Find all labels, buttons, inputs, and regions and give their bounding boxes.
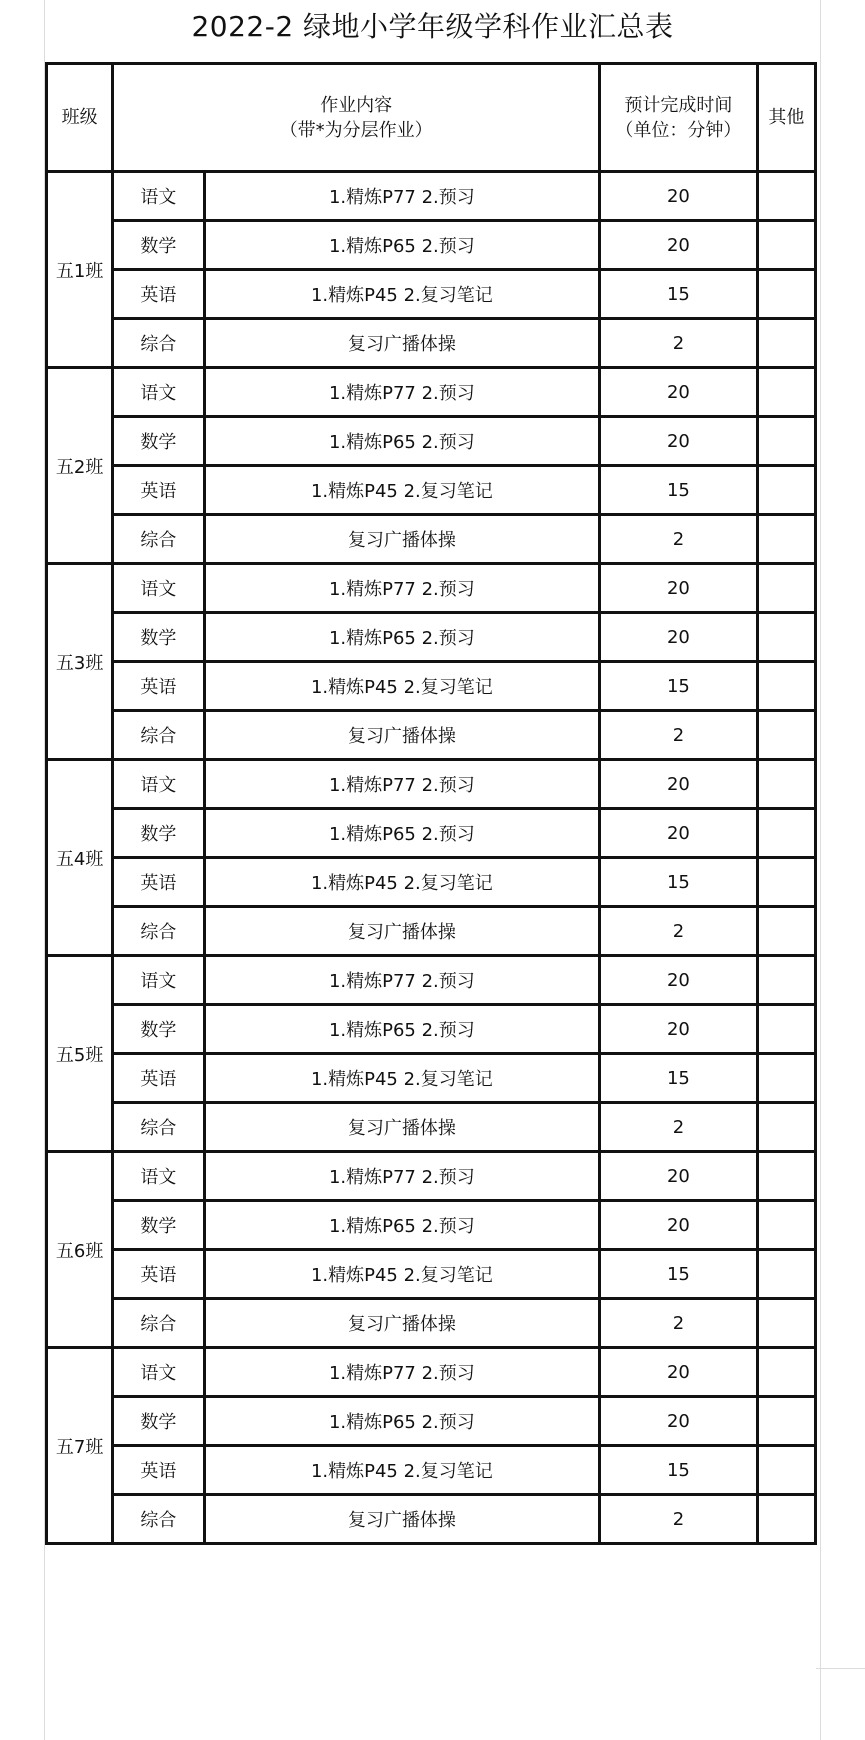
other-cell: [757, 1446, 815, 1495]
table-row: [47, 1397, 816, 1446]
homework-content-cell: 1.精炼P65 2.预习: [204, 1397, 600, 1446]
other-cell: [757, 1054, 815, 1103]
table-row: [47, 1446, 816, 1495]
header-other: 其他: [757, 64, 815, 172]
class-name-cell: 五4班: [47, 760, 113, 956]
subject-cell: 综合: [113, 319, 204, 368]
homework-content-cell: 1.精炼P77 2.预习: [204, 368, 600, 417]
subject-cell: 综合: [113, 1103, 204, 1152]
other-cell: [757, 858, 815, 907]
subject-cell: 语文: [113, 1152, 204, 1201]
header-content-line2: （带*为分层作业）: [279, 119, 433, 141]
table-row: [47, 907, 816, 956]
other-cell: [757, 466, 815, 515]
subject-cell: 综合: [113, 515, 204, 564]
homework-content-cell: 1.精炼P65 2.预习: [204, 221, 600, 270]
other-cell: [757, 1299, 815, 1348]
estimated-time-cell: 2: [600, 1103, 758, 1152]
homework-content-cell: 复习广播体操: [204, 907, 600, 956]
header-time: [600, 64, 758, 172]
estimated-time-cell: 20: [600, 809, 758, 858]
estimated-time-cell: 20: [600, 417, 758, 466]
header-content: [113, 64, 600, 172]
table-row: [47, 1250, 816, 1299]
other-cell: [757, 907, 815, 956]
other-cell: [757, 417, 815, 466]
other-cell: [757, 515, 815, 564]
table-row: [47, 1152, 816, 1201]
table-row: [47, 1103, 816, 1152]
table-body: [47, 172, 816, 1544]
table-row: [47, 1495, 816, 1544]
table-row: [47, 368, 816, 417]
homework-content-cell: 1.精炼P77 2.预习: [204, 564, 600, 613]
subject-cell: 数学: [113, 221, 204, 270]
estimated-time-cell: 15: [600, 1446, 758, 1495]
subject-cell: 语文: [113, 956, 204, 1005]
homework-content-cell: 复习广播体操: [204, 515, 600, 564]
estimated-time-cell: 20: [600, 1397, 758, 1446]
other-cell: [757, 368, 815, 417]
estimated-time-cell: 20: [600, 1348, 758, 1397]
other-cell: [757, 956, 815, 1005]
estimated-time-cell: 2: [600, 515, 758, 564]
table-row: [47, 858, 816, 907]
other-cell: [757, 711, 815, 760]
table-row: [47, 1005, 816, 1054]
homework-content-cell: 1.精炼P65 2.预习: [204, 1005, 600, 1054]
other-cell: [757, 564, 815, 613]
subject-cell: 英语: [113, 466, 204, 515]
estimated-time-cell: 20: [600, 1152, 758, 1201]
homework-content-cell: 1.精炼P45 2.复习笔记: [204, 270, 600, 319]
subject-cell: 数学: [113, 1397, 204, 1446]
table-row: [47, 564, 816, 613]
other-cell: [757, 1005, 815, 1054]
subject-cell: 数学: [113, 417, 204, 466]
other-cell: [757, 1152, 815, 1201]
table-row: [47, 221, 816, 270]
other-cell: [757, 1348, 815, 1397]
subject-cell: 综合: [113, 1495, 204, 1544]
table-row: [47, 809, 816, 858]
subject-cell: 英语: [113, 1250, 204, 1299]
class-name-cell: 五1班: [47, 172, 113, 368]
homework-content-cell: 复习广播体操: [204, 711, 600, 760]
table-row: [47, 417, 816, 466]
table-row: [47, 1348, 816, 1397]
subject-cell: 综合: [113, 907, 204, 956]
homework-content-cell: 1.精炼P77 2.预习: [204, 172, 600, 221]
estimated-time-cell: 20: [600, 172, 758, 221]
estimated-time-cell: 15: [600, 662, 758, 711]
class-name-cell: 五7班: [47, 1348, 113, 1544]
homework-content-cell: 1.精炼P77 2.预习: [204, 1152, 600, 1201]
homework-content-cell: 1.精炼P65 2.预习: [204, 417, 600, 466]
table-row: [47, 1054, 816, 1103]
header-content-line1: 作业内容: [320, 94, 393, 116]
estimated-time-cell: 2: [600, 1495, 758, 1544]
estimated-time-cell: 20: [600, 956, 758, 1005]
subject-cell: 语文: [113, 564, 204, 613]
estimated-time-cell: 20: [600, 221, 758, 270]
other-cell: [757, 760, 815, 809]
homework-content-cell: 1.精炼P77 2.预习: [204, 1348, 600, 1397]
homework-content-cell: 1.精炼P45 2.复习笔记: [204, 662, 600, 711]
other-cell: [757, 1201, 815, 1250]
other-cell: [757, 221, 815, 270]
other-cell: [757, 270, 815, 319]
subject-cell: 英语: [113, 662, 204, 711]
homework-content-cell: 1.精炼P65 2.预习: [204, 613, 600, 662]
table-row: [47, 956, 816, 1005]
estimated-time-cell: 2: [600, 1299, 758, 1348]
estimated-time-cell: 2: [600, 711, 758, 760]
subject-cell: 综合: [113, 1299, 204, 1348]
homework-content-cell: 复习广播体操: [204, 1299, 600, 1348]
homework-content-cell: 1.精炼P45 2.复习笔记: [204, 466, 600, 515]
page-edge-right: [820, 0, 821, 1740]
class-name-cell: 五5班: [47, 956, 113, 1152]
homework-content-cell: 1.精炼P45 2.复习笔记: [204, 858, 600, 907]
subject-cell: 英语: [113, 1446, 204, 1495]
subject-cell: 语文: [113, 368, 204, 417]
homework-content-cell: 1.精炼P77 2.预习: [204, 760, 600, 809]
table-row: [47, 662, 816, 711]
estimated-time-cell: 20: [600, 613, 758, 662]
estimated-time-cell: 20: [600, 1005, 758, 1054]
table-row: [47, 711, 816, 760]
homework-content-cell: 1.精炼P45 2.复习笔记: [204, 1250, 600, 1299]
subject-cell: 数学: [113, 613, 204, 662]
homework-content-cell: 1.精炼P65 2.预习: [204, 1201, 600, 1250]
other-cell: [757, 1397, 815, 1446]
table-row: [47, 466, 816, 515]
subject-cell: 语文: [113, 760, 204, 809]
homework-content-cell: 复习广播体操: [204, 1495, 600, 1544]
estimated-time-cell: 15: [600, 1250, 758, 1299]
other-cell: [757, 809, 815, 858]
homework-content-cell: 1.精炼P77 2.预习: [204, 956, 600, 1005]
header-time-line2: （单位：分钟）: [615, 119, 742, 141]
homework-content-cell: 1.精炼P45 2.复习笔记: [204, 1446, 600, 1495]
subject-cell: 数学: [113, 1201, 204, 1250]
estimated-time-cell: 15: [600, 270, 758, 319]
other-cell: [757, 1103, 815, 1152]
subject-cell: 英语: [113, 858, 204, 907]
estimated-time-cell: 20: [600, 564, 758, 613]
table-row: [47, 1299, 816, 1348]
header-class: 班级: [47, 64, 113, 172]
subject-cell: 英语: [113, 1054, 204, 1103]
header-time-line1: 预计完成时间: [624, 94, 733, 116]
estimated-time-cell: 20: [600, 368, 758, 417]
estimated-time-cell: 20: [600, 760, 758, 809]
other-cell: [757, 1250, 815, 1299]
subject-cell: 数学: [113, 809, 204, 858]
table-row: [47, 270, 816, 319]
estimated-time-cell: 15: [600, 1054, 758, 1103]
other-cell: [757, 1495, 815, 1544]
class-name-cell: 五6班: [47, 1152, 113, 1348]
homework-content-cell: 复习广播体操: [204, 319, 600, 368]
document-title: 2022-2 绿地小学年级学科作业汇总表: [191, 10, 674, 43]
table-row: [47, 515, 816, 564]
subject-cell: 英语: [113, 270, 204, 319]
other-cell: [757, 319, 815, 368]
table-row: [47, 172, 816, 221]
subject-cell: 语文: [113, 172, 204, 221]
homework-content-cell: 1.精炼P45 2.复习笔记: [204, 1054, 600, 1103]
other-cell: [757, 613, 815, 662]
table-row: [47, 760, 816, 809]
table-row: [47, 613, 816, 662]
class-name-cell: 五2班: [47, 368, 113, 564]
page-bottom-line: [816, 1668, 865, 1669]
subject-cell: 综合: [113, 711, 204, 760]
estimated-time-cell: 2: [600, 319, 758, 368]
subject-cell: 语文: [113, 1348, 204, 1397]
estimated-time-cell: 2: [600, 907, 758, 956]
table-row: [47, 319, 816, 368]
class-name-cell: 五3班: [47, 564, 113, 760]
homework-content-cell: 1.精炼P65 2.预习: [204, 809, 600, 858]
other-cell: [757, 172, 815, 221]
homework-content-cell: 复习广播体操: [204, 1103, 600, 1152]
estimated-time-cell: 15: [600, 858, 758, 907]
homework-summary-table: [45, 62, 817, 1545]
table-row: [47, 1201, 816, 1250]
other-cell: [757, 662, 815, 711]
subject-cell: 数学: [113, 1005, 204, 1054]
estimated-time-cell: 20: [600, 1201, 758, 1250]
estimated-time-cell: 15: [600, 466, 758, 515]
table-header-row: [47, 64, 816, 172]
